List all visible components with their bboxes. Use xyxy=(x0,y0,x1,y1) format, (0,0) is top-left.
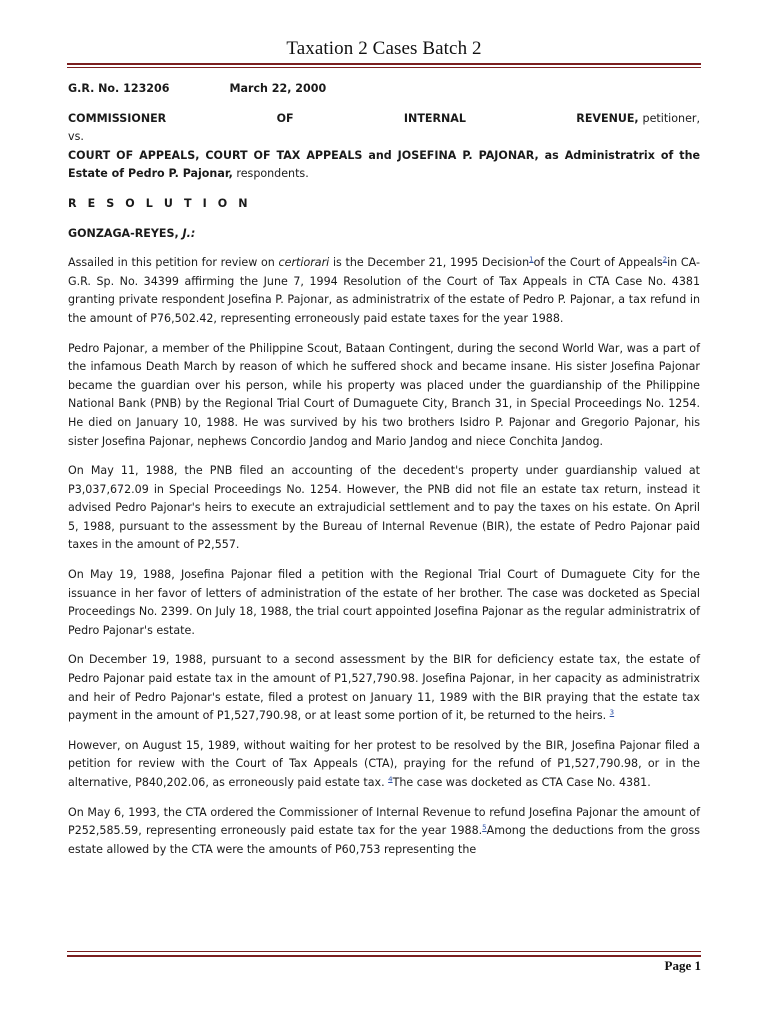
page-number: Page 1 xyxy=(664,958,701,973)
document-body xyxy=(68,80,700,859)
footer-rule-thin xyxy=(67,951,701,952)
versus: vs. xyxy=(68,130,84,144)
case-date: March 22, 2000 xyxy=(229,82,327,95)
petitioner-label: petitioner, xyxy=(642,111,700,125)
paragraph-2: Pedro Pajonar, a member of the Philippine Scout, Bataan Contingent, during the second World War, was a part of the infamous Death March by reason of which he suffered shock and became insane. His sister Josefina Pajonar became the guardian over his person, while his property was placed under the guardianship of the Philippine National Bank (PNB) by the Regional Trial Court of Dumaguete City, Branch 31, in Special Proceedings No. 1254. He died on January 10, 1988. He was survived by his two brothers Isidro P. Pajonar and Gregorio Pajonar, his sister Josefina Pajonar, nephews Concordio Jandog and Mario Jandog and niece Conchita Jandog. xyxy=(68,341,700,448)
footnote-link-5[interactable]: 5 xyxy=(482,823,487,832)
petitioner-line xyxy=(68,110,700,129)
footnote-link-4[interactable]: 4 xyxy=(388,775,393,784)
petitioner-word: INTERNAL xyxy=(403,111,466,125)
petitioner-word: OF xyxy=(276,111,294,125)
header-rule xyxy=(67,63,701,65)
ponente: GONZAGA-REYES, J.: xyxy=(68,226,196,240)
footer-rule xyxy=(67,955,701,957)
header-title: Taxation 2 Cases Batch 2 xyxy=(286,38,482,59)
paragraph-6: However, on August 15, 1989, without waiting for her protest to be resolved by the BIR, Josefina Pajonar filed a petition for review with the Court of Tax Appeals (CTA), praying for the refund of P1,527,790.98, or in the alternative, P840,202.06, as erroneously paid estate tax. $^4$The case was docketed as CTA Case No. 4381. xyxy=(68,738,700,789)
header-rule-thin xyxy=(67,67,701,68)
paragraph-3: On May 11, 1988, the PNB filed an accounting of the decedent's property under guardianship valued at P3,037,672.09 in Special Proceedings No. 1254. However, the PNB did not file an estate tax return, instead it advised Pedro Pajonar's heirs to execute an extrajudicial settlement and to pay the taxes on his estate. On April 5, 1988, pursuant to the assessment by the Bureau of Internal Revenue (BIR), the estate of Pedro Pajonar paid taxes in the amount of P2,557. xyxy=(68,464,700,552)
paragraph-4: On May 19, 1988, Josefina Pajonar filed a petition with the Regional Trial Court of Dumaguete City for the issuance in her favor of letters of administration of the estate of her brother. The case was docketed as Special Proceedings No. 2399. On July 18, 1988, the trial court appointed Josefina Pajonar as the regular administratrix of Pedro Pajonar's estate. xyxy=(68,568,700,637)
petitioner-word: REVENUE, petitioner, xyxy=(576,111,700,125)
paragraph-1: Assailed in this petition for review on certiorari is the December 21, 1995 Decision$^1$of the Court of Appeals$^2$in CA-G.R. Sp. No. 34399 affirming the June 7, 1994 Resolution of the Court of Tax Appeals in CTA Case No. 4381 granting private respondent Josefina P. Pajonar, as administratrix of the estate of Pedro P. Pajonar, a tax refund in the amount of P76,502.42, representing erroneously paid estate taxes for the year 1988. xyxy=(68,255,700,325)
footnote-link-2[interactable]: 2 xyxy=(662,255,668,264)
footnote-link-1[interactable]: 1 xyxy=(529,255,534,264)
petitioner-word: COMMISSIONER xyxy=(68,111,167,125)
paragraph-5: On December 19, 1988, pursuant to a second assessment by the BIR for deficiency estate tax, the estate of Pedro Pajonar paid estate tax in the amount of P1,527,790.98. Josefina Pajonar, in her capacity as administratrix and heir of Pedro Pajonar's estate, filed a protest on January 11, 1989 with the BIR praying that the estate tax payment in the amount of P1,527,790.98, or at least some portion of it, be returned to the heirs. $^3$ xyxy=(68,653,700,723)
footnote-link-3[interactable]: 3 xyxy=(609,708,615,717)
gr-number: G.R. No. 123206 xyxy=(68,82,170,95)
case-number-line xyxy=(68,80,700,99)
resolution-heading: R E S O L U T I O N xyxy=(68,196,252,210)
respondents: COURT OF APPEALS, COURT OF TAX APPEALS and JOSEFINA P. PAJONAR, as Administratrix of the Estate of Pedro P. Pajonar, respondents. xyxy=(68,148,700,181)
paragraph-7: On May 6, 1993, the CTA ordered the Commissioner of Internal Revenue to refund Josefina Pajonar the amount of P252,585.59, representing erroneously paid estate tax for the year 1988.$^5$Among the deductions from the gross estate allowed by the CTA were the amounts of P60,753 representing the xyxy=(68,805,700,856)
